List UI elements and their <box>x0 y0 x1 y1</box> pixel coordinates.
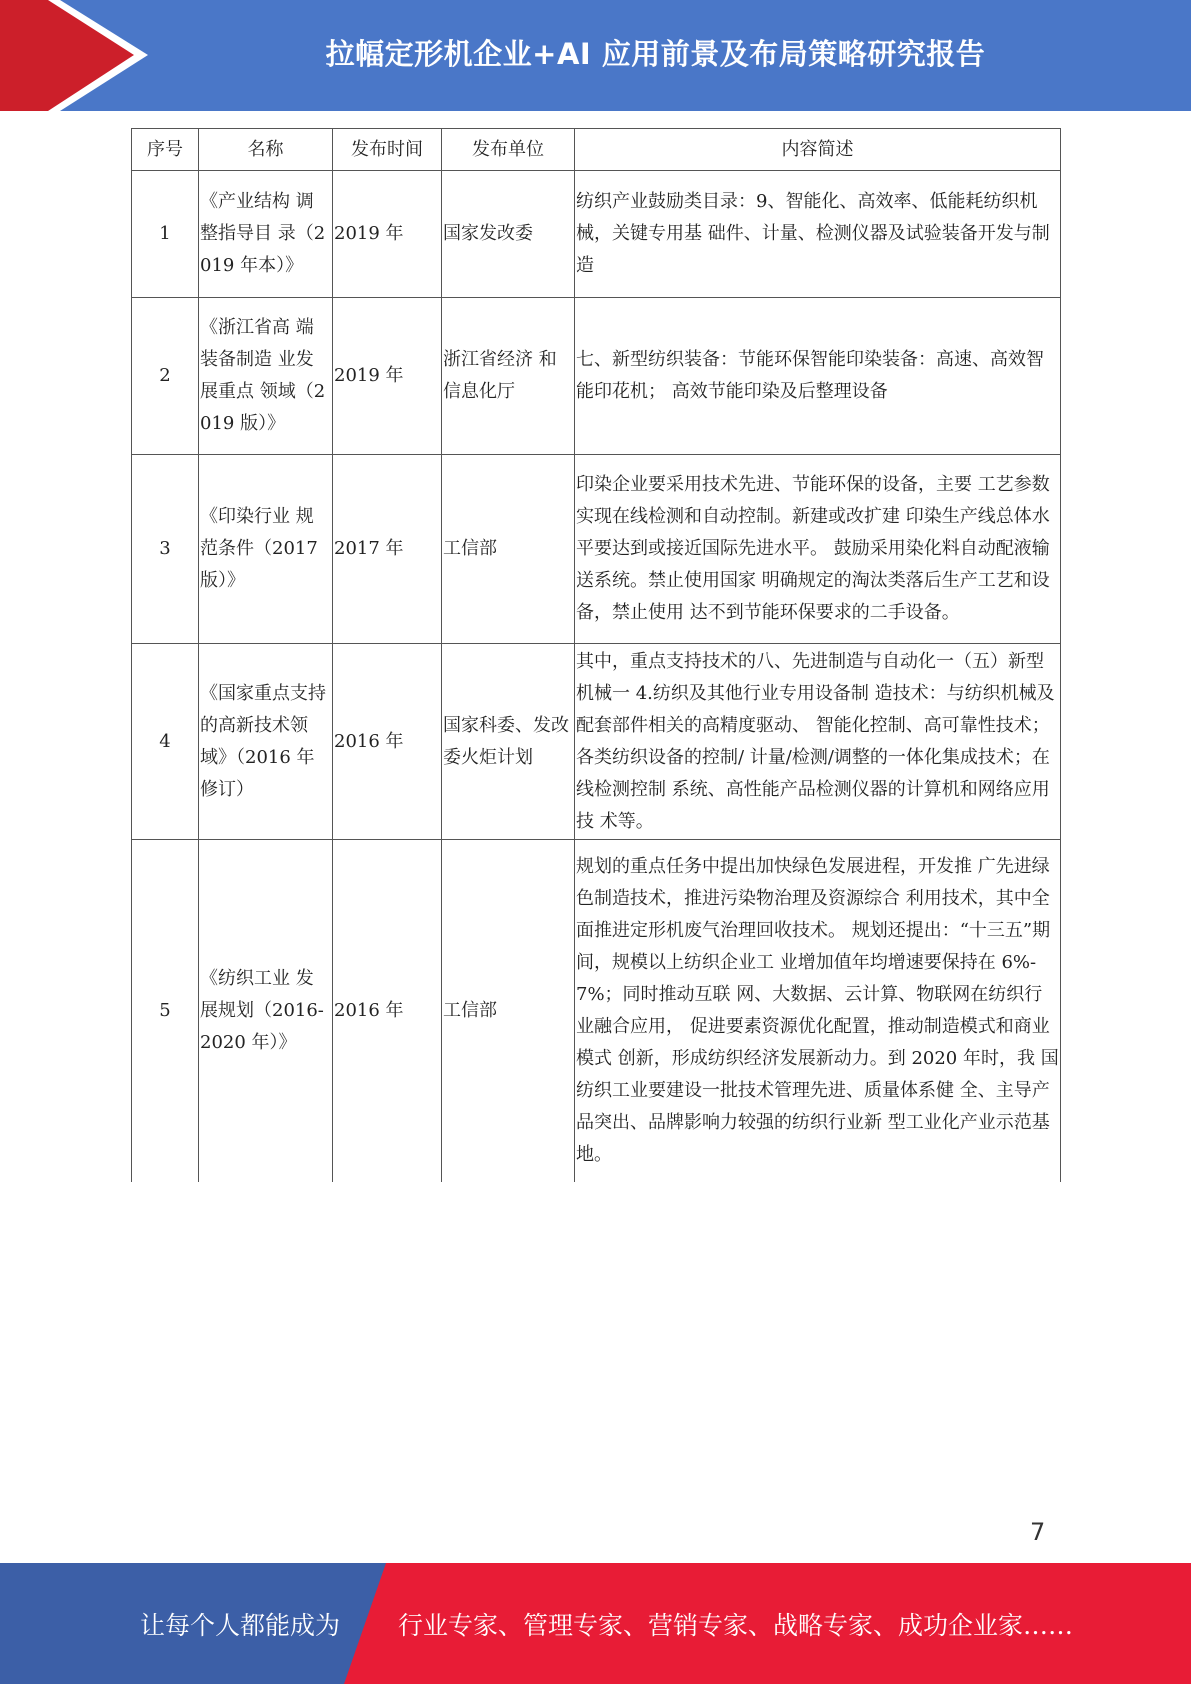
row-date: 2019 年 <box>333 298 442 455</box>
policy-table <box>131 128 1061 1182</box>
row-index: 5 <box>132 840 199 1183</box>
row-date: 2016 年 <box>333 644 442 840</box>
header-issuer: 发布单位 <box>442 129 575 171</box>
row-issuer: 国家科委、发改委火炬计划 <box>442 644 575 840</box>
row-name: 《产业结构 调整指导目 录（2019 年本）》 <box>199 171 333 298</box>
table-row <box>132 298 1061 455</box>
row-description: 印染企业要采用技术先进、节能环保的设备，主要 工艺参数实现在线检测和自动控制。新建或改扩建 印染生产线总体水平要达到或接近国际先进水平。 鼓励采用染化料自动配液输送系统。禁止使用国家 明确规定的淘汰类落后生产工艺和设备，禁止使用 达不到节能环保要求的二手设备。 <box>575 455 1061 644</box>
header-date: 发布时间 <box>333 129 442 171</box>
row-issuer: 浙江省经济 和信息化厅 <box>442 298 575 455</box>
page-header <box>0 0 1191 111</box>
row-issuer: 工信部 <box>442 840 575 1183</box>
table-row <box>132 171 1061 298</box>
footer-slogan-left: 让每个人都能成为 <box>140 1610 341 1640</box>
row-index: 4 <box>132 644 199 840</box>
row-name: 《国家重点支持的高新技术领域》（2016 年修订） <box>199 644 333 840</box>
row-issuer: 国家发改委 <box>442 171 575 298</box>
row-index: 3 <box>132 455 199 644</box>
row-issuer: 工信部 <box>442 455 575 644</box>
footer-slogan-right: 行业专家、管理专家、营销专家、战略专家、成功企业家…… <box>398 1610 1074 1640</box>
row-description: 七、新型纺织装备：节能环保智能印染装备：高速、高效智能印花机； 高效节能印染及后整理设备 <box>575 298 1061 455</box>
table-header-row <box>132 129 1061 171</box>
row-name: 《印染行业 规范条件（2017 版）》 <box>199 455 333 644</box>
row-date: 2017 年 <box>333 455 442 644</box>
row-date: 2019 年 <box>333 171 442 298</box>
page-footer <box>0 1563 1191 1684</box>
row-name: 《纺织工业 发展规划（2016-2020 年）》 <box>199 840 333 1183</box>
table-row <box>132 644 1061 840</box>
table-row <box>132 840 1061 1183</box>
header-name: 名称 <box>199 129 333 171</box>
row-name: 《浙江省高 端装备制造 业发展重点 领域（2019 版）》 <box>199 298 333 455</box>
report-title: 拉幅定形机企业+AI 应用前景及布局策略研究报告 <box>325 36 986 71</box>
table-row <box>132 455 1061 644</box>
row-date: 2016 年 <box>333 840 442 1183</box>
page-number: 7 <box>1030 1518 1046 1546</box>
row-description: 其中，重点支持技术的八、先进制造与自动化一（五）新型机械一 4.纺织及其他行业专用设备制 造技术：与纺织机械及配套部件相关的高精度驱动、 智能化控制、高可靠性技术；各类纺织设备的控制/ 计量/检测/调整的一体化集成技术；在线检测控制 系统、高性能产品检测仪器的计算机和网络应用技 术等。 <box>575 644 1061 840</box>
header-description: 内容简述 <box>575 129 1061 171</box>
header-index: 序号 <box>132 129 199 171</box>
row-index: 1 <box>132 171 199 298</box>
row-description: 纺织产业鼓励类目录：9、智能化、高效率、低能耗纺织机械，关键专用基 础件、计量、检测仪器及试验装备开发与制造 <box>575 171 1061 298</box>
row-description: 规划的重点任务中提出加快绿色发展进程，开发推 广先进绿色制造技术，推进污染物治理及资源综合 利用技术，其中全面推进定形机废气治理回收技术。 规划还提出：“十三五”期间，规模以上纺织企业工 业增加值年均增速要保持在 6%-7%；同时推动互联 网、大数据、云计算、物联网在纺织行业融合应用， 促进要素资源优化配置，推动制造模式和商业模式 创新，形成纺织经济发展新动力。到 2020 年时，我 国纺织工业要建设一批技术管理先进、质量体系健 全、主导产品突出、品牌影响力较强的纺织行业新 型工业化产业示范基地。 <box>575 840 1061 1183</box>
row-index: 2 <box>132 298 199 455</box>
